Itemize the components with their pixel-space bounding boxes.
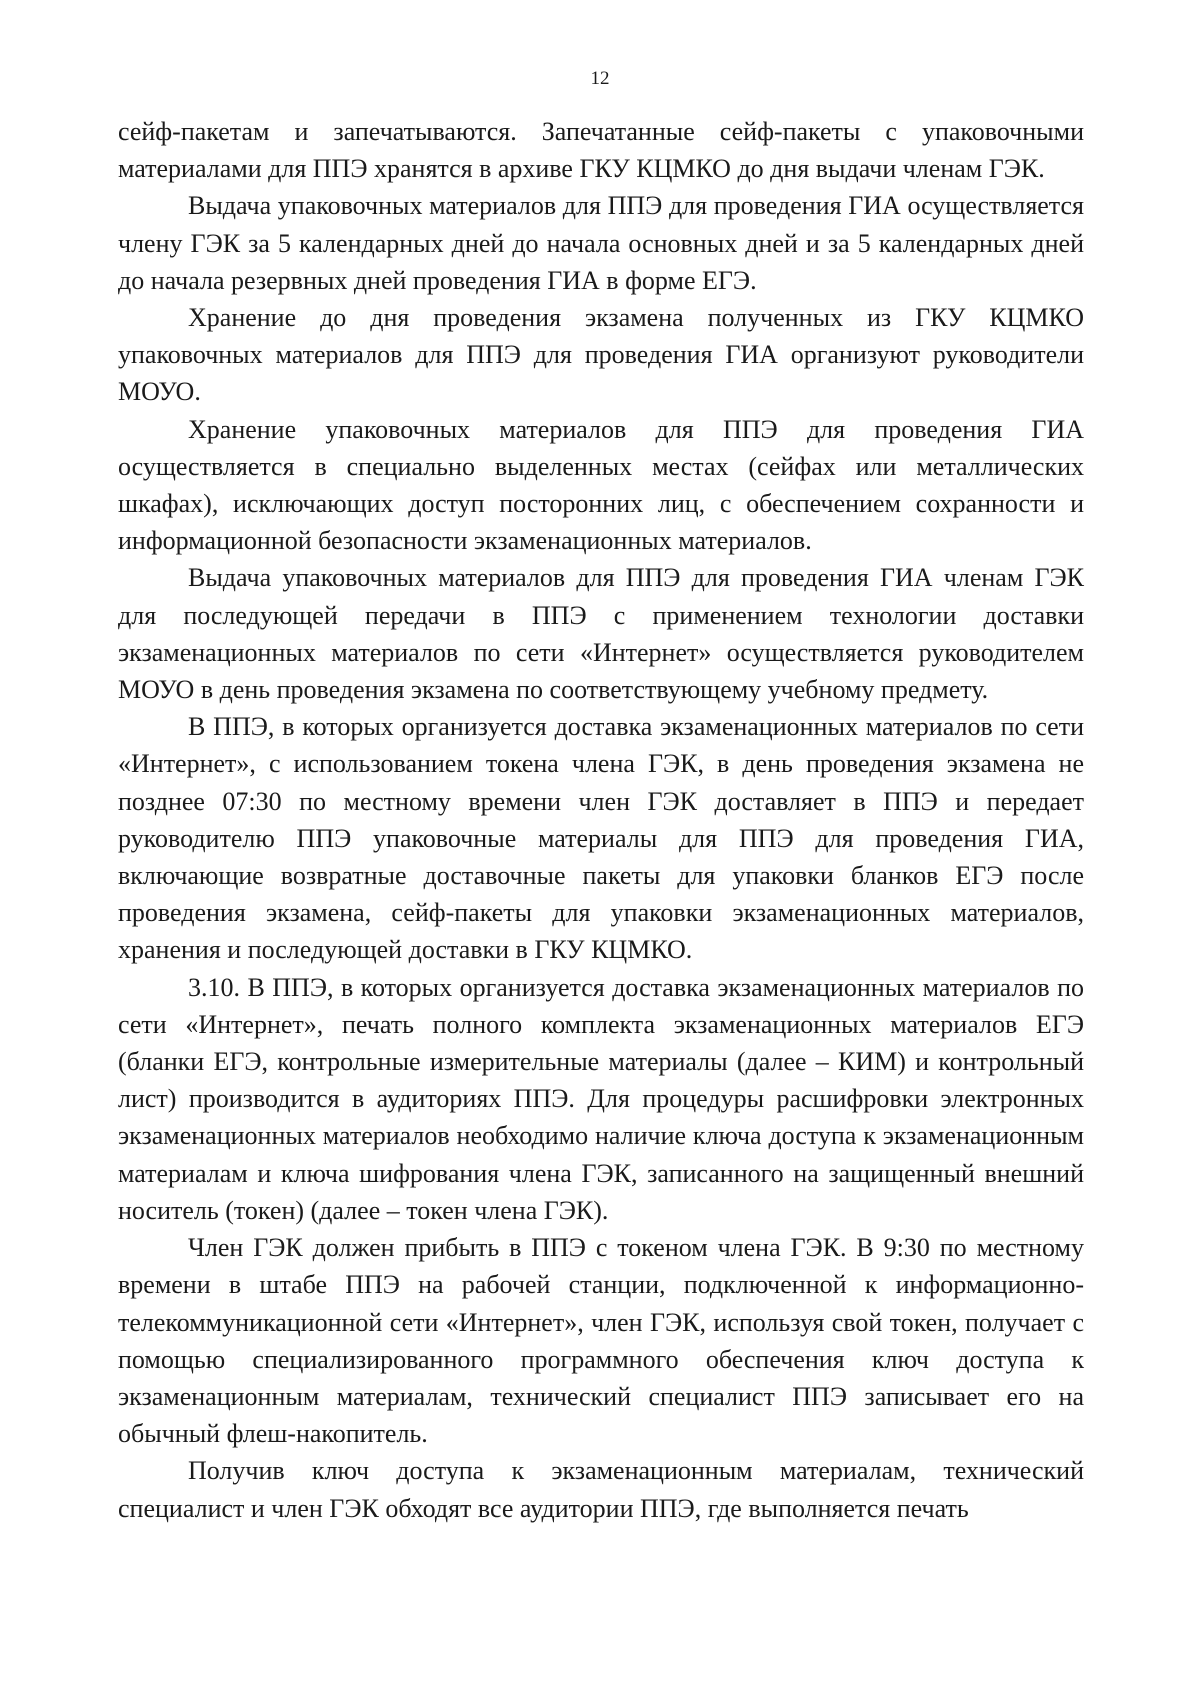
paragraph: Получив ключ доступа к экзаменационным материалам, технический специалист и член ГЭК обходят все аудитории ППЭ, где выполняется печать — [118, 1456, 1084, 1523]
paragraph: Выдача упаковочных материалов для ППЭ для проведения ГИА осуществляется члену ГЭК за 5 календарных дней до начала основных дней и за 5 календарных дней до начала резервных дней проведения ГИА в форме ЕГЭ. — [118, 191, 1084, 295]
paragraph: Член ГЭК должен прибыть в ППЭ с токеном члена ГЭК. В 9:30 по местному времени в штабе ППЭ на рабочей станции, подключенной к информационно-телекоммуникационной сети «Интернет», член ГЭК, используя свой токен, получает с помощью специализированного программного обеспечения ключ доступа к экзаменационным материалам, технический специалист ППЭ записывает его на обычный флеш-накопитель. — [118, 1233, 1084, 1449]
paragraph: Хранение упаковочных материалов для ППЭ для проведения ГИА осуществляется в специально выделенных местах (сейфах или металлических шкафах), исключающих доступ посторонних лиц, с обеспечением сохранности и информационной безопасности экзаменационных материалов. — [118, 414, 1084, 556]
paragraph: Выдача упаковочных материалов для ППЭ для проведения ГИА членам ГЭК для последующей передачи в ППЭ с применением технологии доставки экзаменационных материалов по сети «Интернет» осуществляется руководителем МОУО в день проведения экзамена по соответствующему учебному предмету. — [118, 563, 1084, 705]
paragraph: сейф-пакетам и запечатываются. Запечатанные сейф-пакеты с упаковочными материалами для ППЭ хранятся в архиве ГКУ КЦМКО до дня выдачи членам ГЭК. — [118, 117, 1084, 184]
page-number: 12 — [590, 68, 610, 89]
paragraph: Хранение до дня проведения экзамена полученных из ГКУ КЦМКО упаковочных материалов для ППЭ для проведения ГИА организуют руководители МОУО. — [118, 303, 1084, 407]
paragraph: В ППЭ, в которых организуется доставка экзаменационных материалов по сети «Интернет», с использованием токена члена ГЭК, в день проведения экзамена не позднее 07:30 по местному времени член ГЭК доставляет в ППЭ и передает руководителю ППЭ упаковочные материалы для ППЭ для проведения ГИА, включающие возвратные доставочные пакеты для упаковки бланков ЕГЭ после проведения экзамена, сейф-пакеты для упаковки экзаменационных материалов, хранения и последующей доставки в ГКУ КЦМКО. — [118, 712, 1084, 965]
paragraph: 3.10. В ППЭ, в которых организуется доставка экзаменационных материалов по сети «Интернет», печать полного комплекта экзаменационных материалов ЕГЭ (бланки ЕГЭ, контрольные измерительные материалы (далее – КИМ) и контрольный лист) производится в аудиториях ППЭ. Для процедуры расшифровки электронных экзаменационных материалов необходимо наличие ключа доступа к экзаменационным материалам и ключа шифрования члена ГЭК, записанного на защищенный внешний носитель (токен) (далее – токен члена ГЭК). — [118, 972, 1084, 1225]
document-body — [118, 113, 1084, 1527]
